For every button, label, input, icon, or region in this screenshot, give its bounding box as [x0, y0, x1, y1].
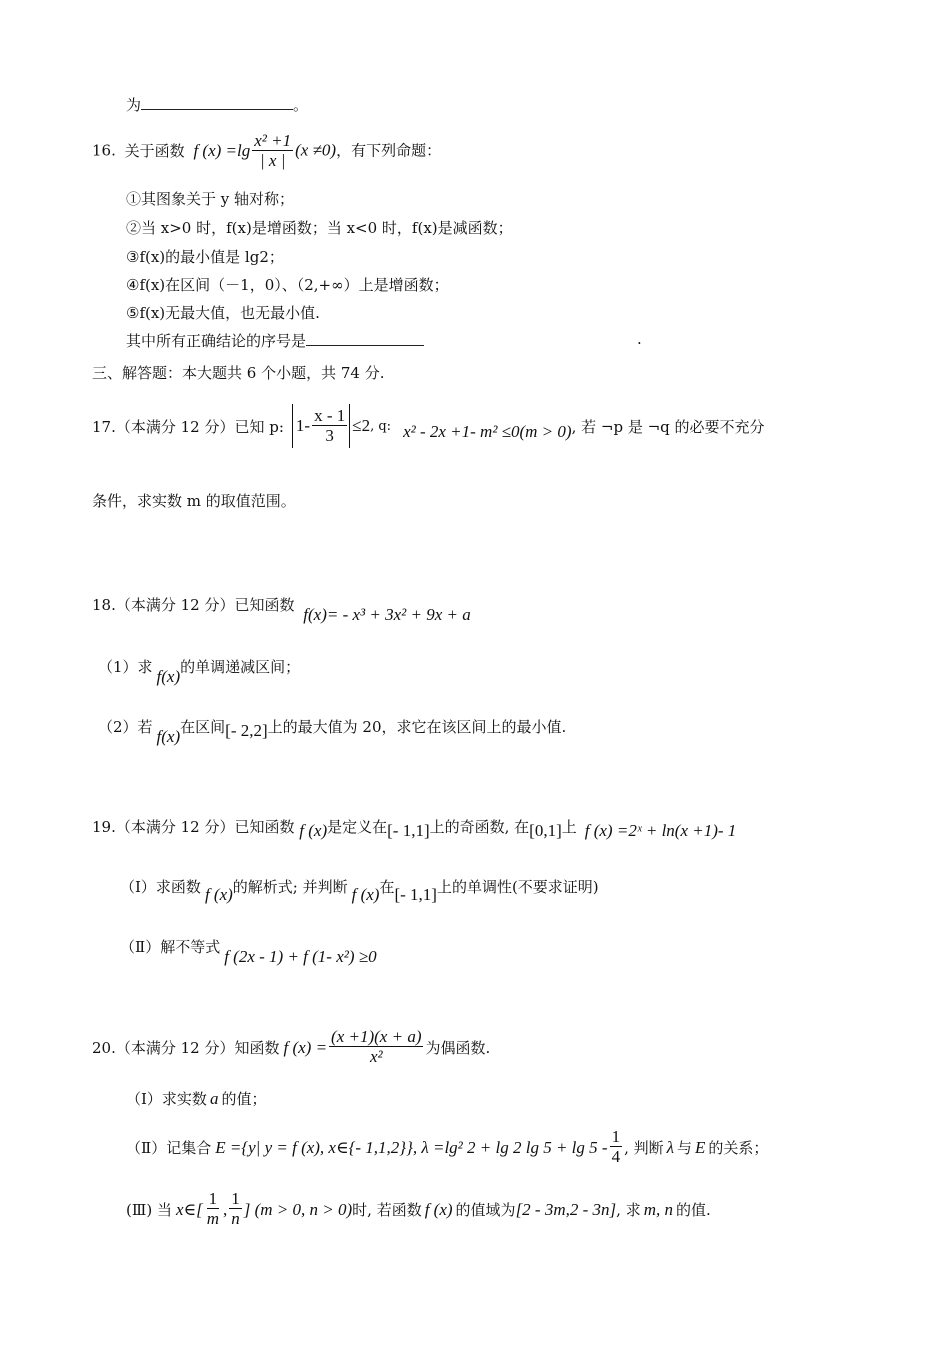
q16-formula-lhs: f (x) =lg — [193, 140, 251, 160]
q16-fraction — [252, 132, 293, 171]
q16-answer-blank[interactable] — [306, 345, 424, 346]
q16-answer-prompt: 其中所有正确结论的序号是 — [126, 332, 307, 350]
q16-intro: 关于函数 — [124, 141, 185, 160]
q20-part2 — [126, 1128, 768, 1167]
q20-part2-mid: , 判断 — [624, 1139, 664, 1157]
q16-intro-tail: ，有下列命题： — [336, 141, 442, 160]
q20-part3-vars: m, n — [643, 1199, 673, 1219]
q16-item-1: ①其图象关于 y 轴对称； — [126, 190, 295, 208]
q15-line — [126, 94, 308, 115]
q18-part2-fx: f(x) — [156, 727, 181, 746]
q20-part1 — [126, 1088, 266, 1109]
q19-mid2: 上的奇函数, 在 — [429, 818, 530, 836]
q17-p-tail: ≤2 — [352, 416, 371, 435]
q20-part2-E: E — [695, 1137, 706, 1157]
q20-stem — [92, 1028, 490, 1067]
q19-mid1: 是定义在 — [327, 818, 388, 836]
q20-frac-num: (x +1)(x + a) — [331, 1027, 422, 1046]
q16-stem — [92, 132, 441, 171]
q17-abs-left — [292, 404, 293, 448]
q20-part2-mid2: 与 — [676, 1139, 692, 1157]
q20-part1-tail: 的值； — [221, 1090, 267, 1108]
q18-stem — [92, 594, 471, 624]
q19-part1-mid: 的解析式; 并判断 — [232, 878, 348, 896]
q17-stem — [92, 404, 765, 448]
q20-fraction — [329, 1028, 423, 1067]
q15-tail: 为 — [126, 96, 142, 114]
q20-part2-pre: （Ⅱ）记集合 — [126, 1139, 212, 1157]
q16-item-5: ⑤f(x)无最大值，也无最小值. — [126, 304, 320, 322]
q20-part2-tail: 的关系； — [708, 1139, 769, 1157]
q20-part3-frac2-den: n — [231, 1209, 240, 1228]
q18-part1 — [98, 656, 301, 686]
q20-part3-fx: f (x) — [424, 1199, 453, 1219]
q15-answer-blank[interactable] — [141, 109, 293, 110]
q17-q-formula: x² - 2x +1- m² ≤0(m > 0) — [403, 422, 572, 441]
q19-fx: f (x) — [299, 821, 328, 840]
q18-part2-tail: 上的最大值为 20，求它在该区间上的最小值. — [267, 718, 567, 736]
q18-part1-fx: f(x) — [156, 667, 181, 686]
q20-part3-frac1 — [205, 1190, 221, 1229]
section-3-heading: 三、解答题：本大题共 6 个小题，共 74 分. — [92, 364, 385, 382]
q19-part1-interval: [- 1,1] — [394, 885, 437, 904]
q18-formula: f(x)= - x³ + 3x² + 9x + a — [303, 605, 471, 624]
q20-part3-cond: ] (m > 0, n > 0) — [243, 1199, 353, 1219]
q18-number: 18.（本满分 12 分）已知函数 — [92, 596, 295, 614]
q16-item-4: ④f(x)在区间（－1，0）、（2,+∞）上是增函数； — [126, 276, 449, 294]
q18-part1-pre: （1）求 — [98, 658, 153, 676]
q17-frac-num: x - 1 — [314, 405, 346, 425]
q19-formula: f (x) =2ˣ + ln(x +1)- 1 — [584, 821, 737, 840]
q17-abs-right — [349, 404, 350, 448]
q17-q-label: , q: — [370, 418, 392, 434]
q20-part2-frac-num: 1 — [611, 1127, 621, 1146]
q19-interval2: [0,1] — [529, 821, 562, 840]
q20-part3-frac2 — [229, 1190, 242, 1229]
q19-part1 — [120, 876, 599, 904]
q20-number: 20.（本满分 12 分）知函数 — [92, 1039, 280, 1057]
q16-frac-num: x² +1 — [254, 131, 292, 150]
q20-part2-lambda: λ — [666, 1137, 674, 1157]
q19-part1-fx: f (x) — [204, 885, 233, 904]
q20-part3-x: x∈[ — [175, 1199, 203, 1219]
q18-part2-mid: 在区间 — [180, 718, 226, 736]
q19-part1-fx2: f (x) — [351, 885, 380, 904]
q20-tail: 为偶函数. — [425, 1039, 491, 1057]
q20-part3-pre: (Ⅲ) 当 — [126, 1201, 172, 1219]
q19-interval1: [- 1,1] — [387, 821, 430, 840]
q17-tail: , 若 ¬p 是 ¬q 的必要不充分 — [571, 417, 765, 436]
q20-lhs: f (x) = — [283, 1037, 328, 1057]
q20-part2-set: E ={y| y = f (x), x∈{- 1,1,2}}, λ =lg² 2 + lg 2 lg 5 + lg 5 - — [215, 1137, 608, 1157]
q19-part1-tail: 上的单调性(不要求证明) — [436, 878, 599, 896]
q19-part1-pre: （Ⅰ）求函数 — [120, 878, 201, 896]
q16-frac-den: | x | — [259, 151, 286, 170]
q18-part2 — [98, 716, 567, 746]
q16-answer-line — [126, 330, 424, 351]
q16-formula-cond: (x ≠0) — [295, 140, 337, 160]
q17-p-one: 1- — [295, 416, 311, 435]
q20-part2-fraction — [610, 1128, 623, 1167]
q20-part2-frac-den: 4 — [611, 1147, 621, 1166]
q20-part3-frac1-den: m — [206, 1209, 219, 1228]
q20-part3-mid3: , 求 — [616, 1201, 641, 1219]
q17-number: 17.（本满分 12 分）已知 p: — [92, 417, 284, 436]
q19-part2-formula: f (2x - 1) + f (1- x²) ≥0 — [224, 947, 377, 966]
q19-stem — [92, 816, 737, 840]
q20-part3-frac1-num: 1 — [208, 1189, 218, 1208]
q19-number: 19.（本满分 12 分）已知函数 — [92, 818, 295, 836]
q15-end: 。 — [293, 96, 309, 114]
q20-part1-pre: （Ⅰ）求实数 — [126, 1090, 207, 1108]
q20-part3-mid: 时, 若函数 — [352, 1201, 422, 1219]
q20-part3-range: [2 - 3m,2 - 3n] — [515, 1199, 617, 1219]
q17-fraction — [312, 407, 347, 446]
q16-item-3: ③f(x)的最小值是 lg2； — [126, 248, 284, 266]
q19-part2 — [120, 936, 377, 966]
q17-frac-den: 3 — [325, 425, 334, 445]
q16-number: 16. — [92, 141, 116, 160]
q20-part3-mid2: 的值域为 — [455, 1201, 516, 1219]
q18-part1-tail: 的单调递减区间； — [180, 658, 301, 676]
q17-line2: 条件，求实数 m 的取值范围。 — [92, 492, 296, 510]
q20-part3: (Ⅲ) 当 x∈[ $\frac{1}{m}$ , $\frac{1}{n}$ ] (m > 0, n > 0) 时, 若函数 f (x) 的值域为 [2 - 3m,2 - 3n] , 求 m, n 的值. — [126, 1189, 711, 1228]
q18-part2-interval: [- 2,2] — [225, 721, 268, 740]
q16-answer-end: . — [637, 330, 642, 348]
q19-mid3: 上 — [561, 818, 577, 836]
q16-item-2: ②当 x>0 时，f(x)是增函数；当 x<0 时，f(x)是减函数； — [126, 219, 513, 237]
q18-part2-pre: （2）若 — [98, 718, 153, 736]
q19-part2-pre: （Ⅱ）解不等式 — [120, 938, 221, 956]
q20-frac-den: x² — [369, 1047, 383, 1066]
q20-part1-var: a — [209, 1089, 219, 1108]
q20-part3-frac2-num: 1 — [231, 1189, 240, 1208]
q19-part1-mid2: 在 — [379, 878, 395, 896]
q20-part3-tail: 的值. — [675, 1201, 711, 1219]
